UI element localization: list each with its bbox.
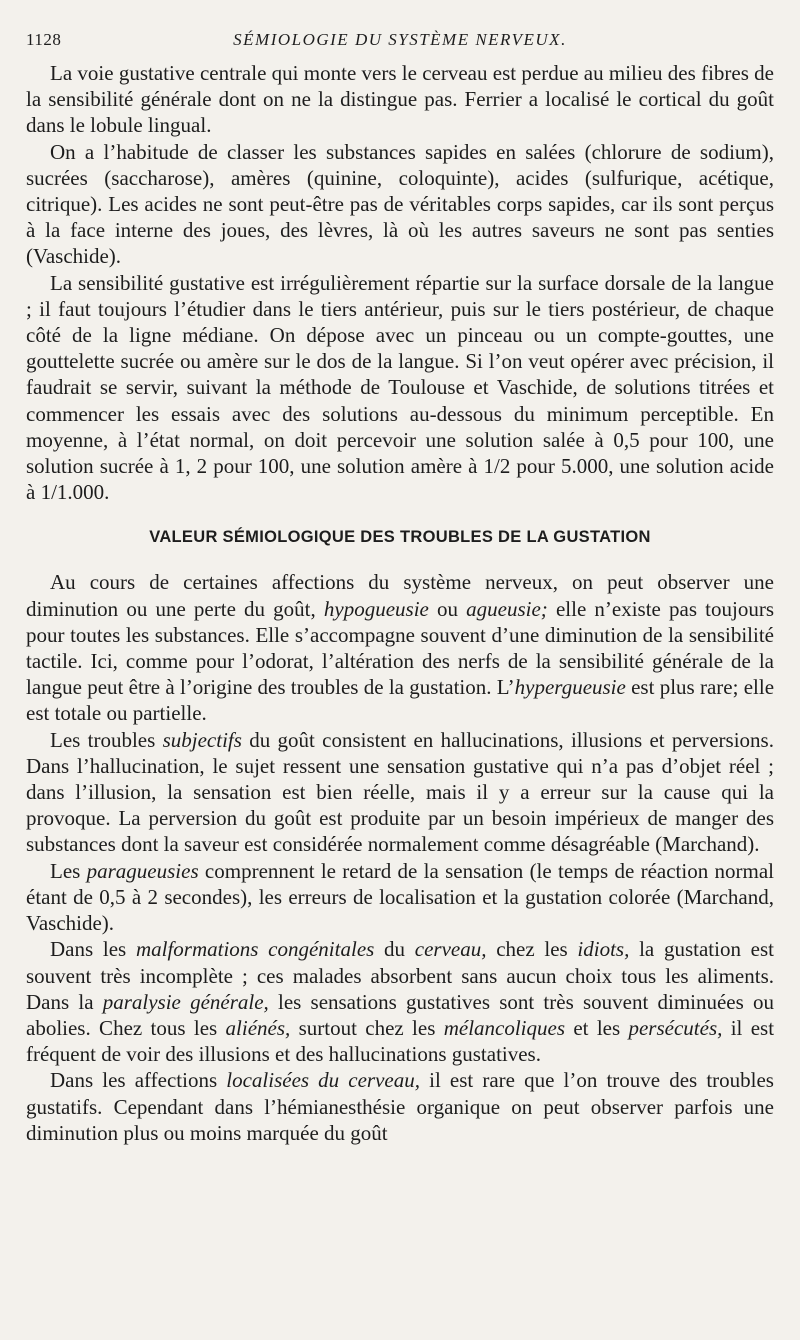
page-number: 1128 (26, 30, 62, 49)
text-run: du (374, 937, 415, 962)
italic-term: hypogueusie (323, 596, 429, 621)
text-run: Dans les (50, 937, 136, 962)
text-run: du goût consistent en hallucinations, illusions et perversions. Dans l’hallucination, le sujet ressent une sensation gustative qui n’a pas d’objet réel ; dans l’illusion, la sensation est bien réelle, mais il y a erreur sur la cause qui la provoque. La perversion du goût est produite par un besoin impérieux de manger des substances dont la saveur est considérée normalement comme désagréable (Marchand). (26, 727, 774, 857)
text-run: La voie gustative centrale qui monte vers le cerveau est perdue au milieu des fibres de la sensibilité générale dont on ne la distingue pas. Ferrier a localisé le cortical du goût dans le lobule lingual. (26, 61, 774, 138)
italic-term: subjectifs (162, 727, 242, 752)
text-run: les sensations gustatives sont très souvent diminuées ou abolies. Chez tous les (26, 989, 774, 1040)
text-run: Dans les affections (50, 1068, 227, 1093)
paragraph (26, 1067, 774, 1146)
section-semiological-value (26, 569, 774, 1145)
paragraph (26, 139, 774, 270)
paragraph (26, 727, 774, 858)
page-header (26, 30, 774, 60)
paragraph (26, 569, 774, 726)
text-run: Au cours de certaines affections du système nerveux, on peut observer une diminution ou une perte du goût, (26, 570, 774, 621)
text-run: comprennent le retard de la sensation (le temps de réaction normal étant de 0,5 à 2 secondes), les erreurs de localisation et la gustation colorée (Marchand, Vaschide). (26, 858, 774, 936)
text-run: Les troubles (50, 727, 163, 752)
text-run: ou (428, 596, 467, 621)
text-run: On a l’habitude de classer les substances sapides en salées (chlorure de sodium), sucrées (saccharose), amères (quinine, coloquinte), acides (sulfurique, acétique, citrique). Les acides ne sont peut-être pas de véritables corps sapides, car ils sont perçus à la face interne des joues, des lèvres, là où les autres saveurs ne sont pas senties (Vaschide). (26, 139, 774, 269)
paragraph (26, 270, 774, 506)
italic-term: paragueusies (86, 858, 199, 883)
italic-term: agueusie; (466, 596, 548, 621)
paragraph (26, 936, 774, 1067)
italic-term: mélancoliques (443, 1015, 566, 1040)
paragraph (26, 60, 774, 139)
italic-term: paralysie générale, (102, 989, 269, 1014)
running-head: SÉMIOLOGIE DU SYSTÈME NERVEUX. (233, 30, 567, 49)
italic-term: aliénés, (225, 1015, 291, 1040)
text-run: il est fréquent de voir des illusions et des hallucinations gustatives. (26, 1015, 775, 1067)
italic-term: persécutés, (628, 1015, 723, 1040)
section-gustatory-pathway (26, 60, 774, 505)
text-run: surtout chez les (290, 1015, 444, 1040)
italic-term: idiots, (577, 937, 630, 962)
text-run: est plus rare; elle est totale ou partielle. (26, 675, 775, 726)
text-run: elle n’existe pas toujours pour toutes les substances. Elle s’accompagne souvent d’une diminution de la sensibilité tactile. Ici, comme pour l’odorat, l’altération des nerfs de la sensibilité générale de la langue peut être à l’origine des troubles de la gustation. L’ (26, 596, 774, 700)
italic-term: localisées du cerveau, (226, 1068, 420, 1093)
text-run: Les (50, 858, 87, 883)
text-run: la gustation est souvent très incomplète ; ces malades absorbent sans aucun choix tous les aliments. Dans la (26, 937, 774, 1014)
section-heading: VALEUR SÉMIOLOGIQUE DES TROUBLES DE LA GUSTATION (149, 528, 651, 547)
text-run: et les (565, 1015, 629, 1040)
italic-term: cerveau, (414, 937, 487, 962)
text-run: chez les (486, 937, 578, 962)
italic-term: hypergueusie (514, 675, 626, 700)
text-run: il est rare que l’on trouve des troubles gustatifs. Cependant dans l’hémianesthésie organique on peut observer parfois une diminution plus ou moins marquée du goût (26, 1068, 774, 1145)
italic-term: malformations congénitales (135, 937, 375, 962)
paragraph (26, 858, 774, 937)
text-run: La sensibilité gustative est irrégulièrement répartie sur la surface dorsale de la langue ; il faut toujours l’étudier dans le tiers antérieur, puis sur le tiers postérieur, de chaque côté de la ligne médiane. On dépose avec un pinceau ou un compte-gouttes, une gouttelette sucrée ou amère sur le dos de la langue. Si l’on veut opérer avec précision, il faudrait se servir, suivant la méthode de Toulouse et Vaschide, de solutions titrées et commencer les essais avec des solutions au-dessous du minimum perceptible. En moyenne, à l’état normal, on doit percevoir une solution salée à 0,5 pour 100, une solution sucrée à 1, 2 pour 100, une solution amère à 1/2 pour 5.000, une solution acide à 1/1.000. (26, 270, 774, 505)
